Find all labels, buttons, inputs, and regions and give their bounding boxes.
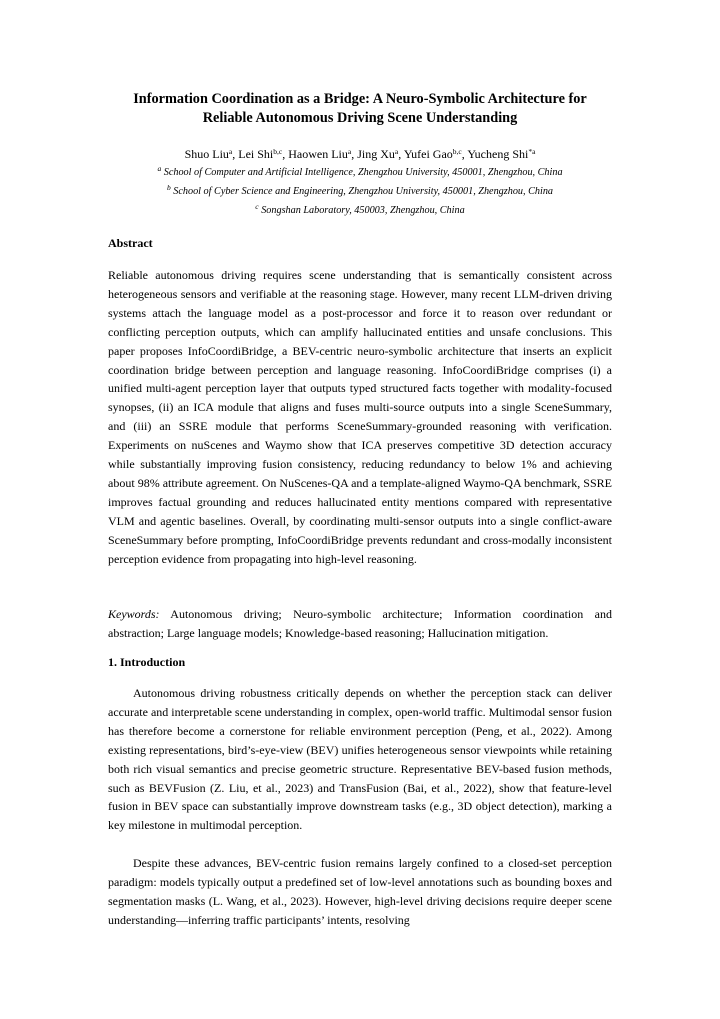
- abstract-body: Reliable autonomous driving requires scene understanding that is semantically consistent across heterogeneous sensors and verifiable at the reasoning stage. However, many recent LLM-driven driving systems attach the language model as a post-processor and force it to reason over redundant or conflicting perception outputs, which can amplify hallucinated entities and unsafe conclusions. This paper proposes InfoCoordiBridge, a BEV-centric neuro-symbolic architecture that inserts an explicit coordination bridge between perception and language reasoning. InfoCoordiBridge comprises (i) a unified multi-agent perception layer that outputs typed structured facts together with modality-focused synopses, (ii) an ICA module that aligns and fuses multi-source outputs into a single SceneSummary, and (iii) an SSRE module that performs SceneSummary-grounded reasoning with verification. Experiments on nuScenes and Waymo show that ICA preserves competitive 3D detection accuracy while substantially improving fusion consistency, reducing redundancy to below 1% and achieving about 98% attribute agreement. On NuScenes-QA and a template-aligned Waymo-QA benchmark, SSRE improves factual grounding and reduces hallucinated entity mentions compared with representative VLM and agentic baselines. Overall, by coordinating multi-sensor outputs into a single conflict-aware SceneSummary before prompting, InfoCoordiBridge prevents redundant and cross-modally inconsistent perception evidence from propagating into high-level reasoning.: [108, 268, 612, 566]
- author-affiliation-mark: a: [228, 147, 233, 156]
- author: [238, 147, 288, 161]
- author-name: Yucheng Shi: [467, 147, 529, 161]
- affiliation-b: [108, 185, 612, 199]
- keywords-label: Keywords:: [108, 607, 160, 621]
- affiliation-text: School of Computer and Artificial Intelligence, Zhengzhou University, 450001, Zhengzhou, China: [163, 167, 563, 178]
- author-separator: ,: [232, 147, 239, 161]
- affiliation-mark: c: [255, 202, 259, 211]
- author-list: [108, 146, 612, 162]
- author-separator: ,: [282, 147, 289, 161]
- author-affiliation-mark: b,c: [273, 147, 283, 156]
- introduction-heading: 1. Introduction: [108, 655, 186, 669]
- author: [288, 147, 357, 161]
- title-line-2: Reliable Autonomous Driving Scene Understanding: [202, 110, 518, 126]
- introduction-paragraph-1: Autonomous driving robustness critically depends on whether the perception stack can deliver accurate and interpretable scene understanding in complex, open-world traffic. Multimodal sensor fusion has therefore become a cornerstone for reliable environment perception (Peng, et al., 2022). Among existing representations, bird’s-eye-view (BEV) unifies heterogeneous sensor viewpoints while retaining both rich visual semantics and precise geometric structure. Representative BEV-based fusion methods, such as BEVFusion (Z. Liu, et al., 2023) and TransFusion (Bai, et al., 2022), show that feature-level fusion in BEV space can substantially improve downstream tasks (e.g., 3D object detection), marking a key milestone in multimodal perception.: [108, 686, 612, 833]
- author-separator: ,: [351, 147, 358, 161]
- author-name: Lei Shi: [238, 147, 274, 161]
- affiliation-mark: a: [157, 164, 162, 173]
- author-affiliation-mark: a: [394, 147, 399, 156]
- keywords: [108, 605, 612, 643]
- author-affiliation-mark: a: [347, 147, 352, 156]
- author: [404, 147, 468, 161]
- affiliation-text: Songshan Laboratory, 450003, Zhengzhou, China: [261, 205, 465, 216]
- author: [467, 147, 535, 161]
- keywords-text: Autonomous driving; Neuro-symbolic architecture; Information coordination and abstraction; Large language models; Knowledge-based reasoning; Hallucination mitigation.: [108, 607, 612, 640]
- affiliation-c: [108, 204, 612, 218]
- affiliation-text: School of Cyber Science and Engineering, Zhengzhou University, 450001, Zhengzhou, China: [173, 186, 554, 197]
- affiliation-mark: b: [166, 183, 171, 192]
- author-affiliation-mark: b,c: [452, 147, 462, 156]
- title-line-1: Information Coordination as a Bridge: A Neuro-Symbolic Architecture for: [133, 91, 587, 107]
- introduction-paragraph-2: Despite these advances, BEV-centric fusion remains largely confined to a closed-set perception paradigm: models typically output a predefined set of low-level annotations such as bounding boxes and segmentation masks (L. Wang, et al., 2023). However, high-level driving decisions require deeper scene understanding—inferring traffic participants’ intents, resolving: [108, 856, 612, 927]
- author: [357, 147, 404, 161]
- author-name: Shuo Liu: [184, 147, 229, 161]
- author-name: Yufei Gao: [403, 147, 453, 161]
- paper-title: [108, 90, 612, 128]
- author-separator: ,: [398, 147, 404, 161]
- abstract-heading: Abstract: [108, 236, 153, 250]
- author-name: Haowen Liu: [288, 147, 348, 161]
- author: [185, 147, 239, 161]
- author-separator: ,: [461, 147, 468, 161]
- affiliation-a: [108, 166, 612, 180]
- author-affiliation-mark: *a: [528, 147, 536, 156]
- author-name: Jing Xu: [357, 147, 395, 161]
